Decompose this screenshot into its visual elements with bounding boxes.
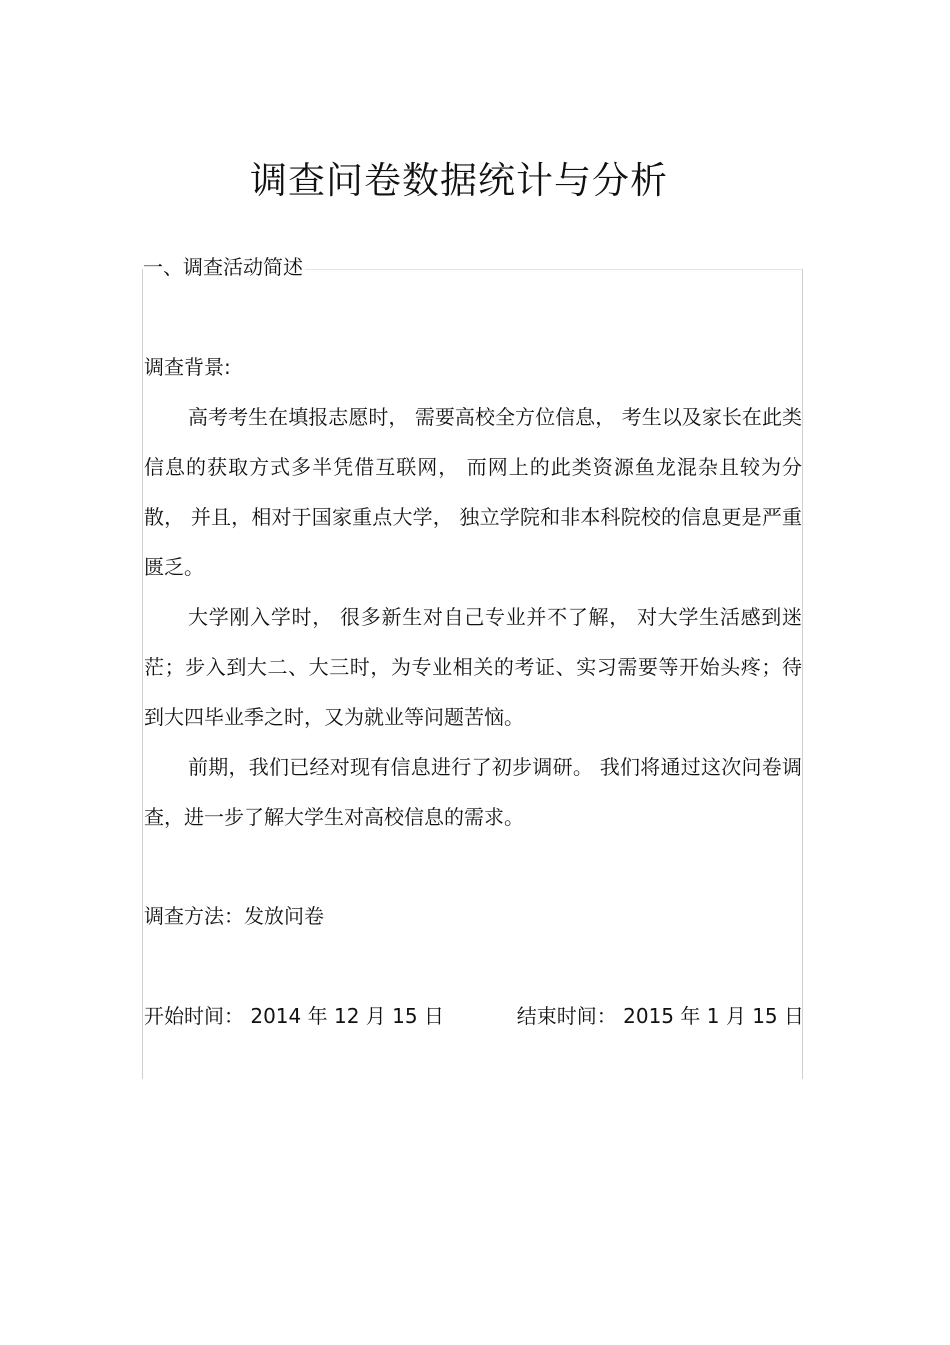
background-label: 调查背景: xyxy=(144,355,231,379)
survey-dates xyxy=(144,991,804,1041)
background-paragraph-2: 大学刚入学时， 很多新生对自己专业并不了解， 对大学生活感到迷茫；步入到大二、大三时，为专业相关的考证、实习需要等开始头疼；待到大四毕业季之时，又为就业等问题苦恼。 xyxy=(144,605,802,729)
background-body xyxy=(144,392,802,842)
end-time: 结束时间： 2015 年 1 月 15 日 xyxy=(516,1004,804,1028)
section-heading: 一、调查活动简述 xyxy=(143,252,305,282)
method-block xyxy=(144,891,802,941)
background-paragraph-3: 前期，我们已经对现有信息进行了初步调研。 我们将通过这次问卷调查，进一步了解大学生对高校信息的需求。 xyxy=(144,755,802,829)
start-time: 开始时间： 2014 年 12 月 15 日 xyxy=(144,1004,444,1028)
background-paragraph-1: 高考考生在填报志愿时， 需要高校全方位信息， 考生以及家长在此类信息的获取方式多半凭借互联网， 而网上的此类资源鱼龙混杂且较为分散， 并且，相对于国家重点大学， 独立学院和非本科院校的信息更是严重匮乏。 xyxy=(144,405,802,579)
survey-method: 调查方法：发放问卷 xyxy=(144,904,324,928)
background-label-block xyxy=(144,342,802,392)
document-title: 调查问卷数据统计与分析 xyxy=(250,158,668,202)
